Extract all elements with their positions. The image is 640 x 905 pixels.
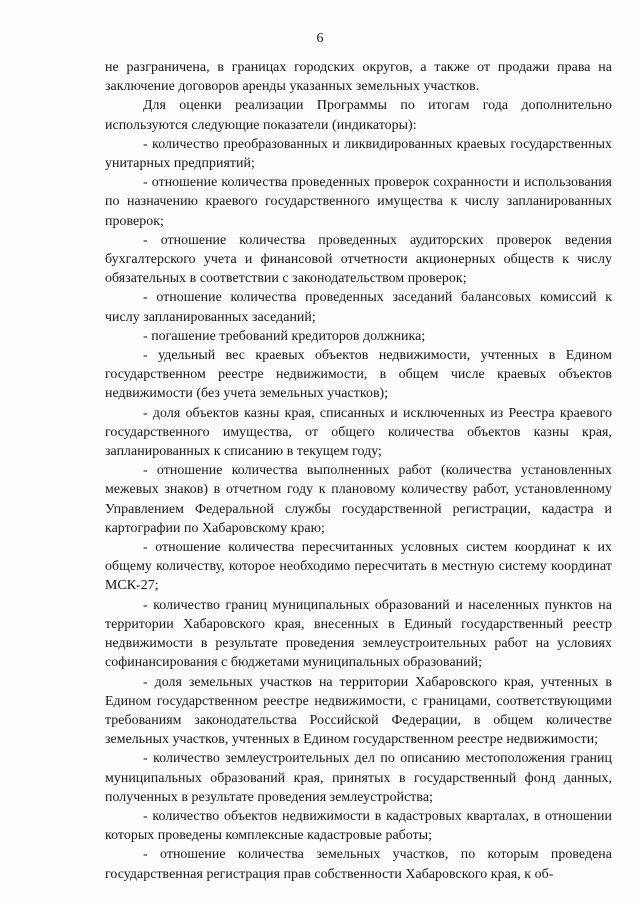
paragraph: - отношение количества пересчитанных условных систем координат к их общему количеству, которое необходимо пересчитать в местную систему координат МСК-27;: [105, 540, 612, 594]
paragraph: - отношение количества проведенных проверок сохранности и использования по назначению краевого государственного имущества к числу запланированных проверок;: [105, 175, 612, 229]
body-text: [105, 58, 612, 884]
paragraph: - отношение количества земельных участков, по которым проведена государственная регистрация прав собственности Хабаровского края, к об-: [105, 847, 612, 882]
paragraph: - количество землеустроительных дел по описанию местоположения границ муниципальных образований края, принятых в государственный фонд данных, полученных в результате проведения землеустройства;: [105, 751, 612, 805]
paragraph: - удельный вес краевых объектов недвижимости, учтенных в Едином государственном реестре недвижимости, в общем числе краевых объектов недвижимости (без учета земельных участков);: [105, 348, 612, 402]
paragraph: - отношение количества проведенных аудиторских проверок ведения бухгалтерского учета и финансовой отчетности акционерных обществ к числу обязательных в соответствии с законодательством проверок;: [105, 232, 612, 287]
paragraph: - отношение количества выполненных работ (количества установленных межевых знаков) в отчетном году к плановому количеству работ, установленному Управлением Федеральной службы государственной регистрации, кадастра и картографии по Хабаровскому краю;: [105, 463, 612, 536]
paragraph: Для оценки реализации Программы по итогам года дополнительно используются следующие показатели (индикаторы):: [105, 98, 612, 133]
paragraph: - количество преобразованных и ликвидированных краевых государственных унитарных предприятий;: [105, 136, 612, 172]
paragraph: - доля земельных участков на территории Хабаровского края, учтенных в Едином государственном реестре недвижимости, с границами, соответствующими требованиям законодательства Российской Федерации, в общем количестве земельных участков, учтенных в Едином государственном реестре недвижимости;: [105, 674, 612, 748]
paragraph: - количество границ муниципальных образований и населенных пунктов на территории Хабаровского края, внесенных в Единый государственный реестр недвижимости в результате проведения землеустроительных работ на условиях софинансирования с бюджетами муниципальных образований;: [105, 597, 612, 671]
paragraph: - доля объектов казны края, списанных и исключенных из Реестра краевого государственного имущества, от общего количества объектов казны края, запланированных к списанию в текущем году;: [105, 405, 612, 460]
paragraph: - погашение требований кредиторов должника;: [143, 328, 426, 344]
page-number: 6: [316, 31, 324, 46]
paragraph: - отношение количества проведенных заседаний балансовых комиссий к числу запланированных заседаний;: [105, 290, 612, 325]
paragraph: не разграничена, в границах городских округов, а также от продажи права на заключение договоров аренды указанных земельных участков.: [105, 60, 612, 95]
paragraph: - количество объектов недвижимости в кадастровых кварталах, в отношении которых проведены комплексные кадастровые работы;: [105, 808, 612, 844]
